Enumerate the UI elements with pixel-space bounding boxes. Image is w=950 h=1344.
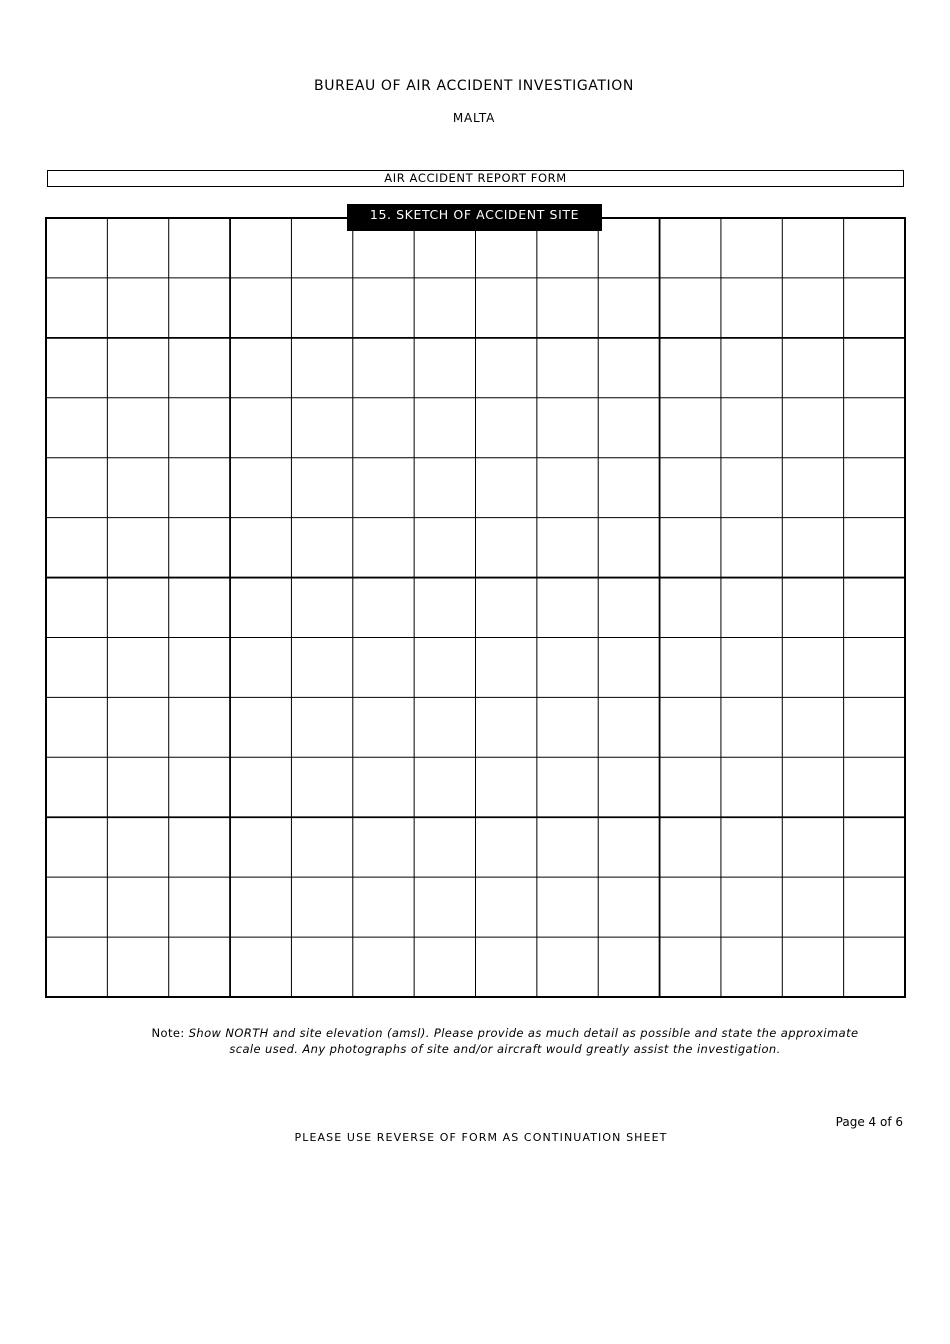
grid-cell[interactable]: [230, 937, 291, 997]
grid-cell[interactable]: [476, 937, 537, 997]
grid-cell[interactable]: [721, 518, 782, 578]
grid-cell[interactable]: [660, 697, 721, 757]
grid-cell[interactable]: [844, 458, 905, 518]
grid-cell[interactable]: [782, 278, 843, 338]
grid-cell[interactable]: [537, 278, 598, 338]
grid-cell[interactable]: [476, 338, 537, 398]
grid-cell[interactable]: [291, 458, 352, 518]
grid-cell[interactable]: [598, 398, 659, 458]
grid-cell[interactable]: [169, 458, 230, 518]
grid-cell[interactable]: [721, 757, 782, 817]
grid-cell[interactable]: [353, 458, 414, 518]
grid-cell[interactable]: [169, 398, 230, 458]
grid-cell[interactable]: [46, 877, 107, 937]
grid-cell[interactable]: [476, 757, 537, 817]
grid-cell[interactable]: [46, 218, 107, 278]
section-label: 15. SKETCH OF ACCIDENT SITE: [347, 204, 602, 231]
grid-cell[interactable]: [46, 937, 107, 997]
grid-cell[interactable]: [660, 877, 721, 937]
grid-cell[interactable]: [414, 817, 475, 877]
grid-cell[interactable]: [537, 518, 598, 578]
grid-cell[interactable]: [721, 278, 782, 338]
grid-cell[interactable]: [353, 278, 414, 338]
grid-cell[interactable]: [598, 757, 659, 817]
grid-cell[interactable]: [476, 637, 537, 697]
page-number: Page 4 of 6: [835, 1115, 903, 1129]
grid-cell[interactable]: [230, 218, 291, 278]
grid-cell[interactable]: [414, 278, 475, 338]
grid-cell[interactable]: [476, 458, 537, 518]
grid-cell[interactable]: [230, 637, 291, 697]
grid-cell[interactable]: [291, 218, 352, 278]
grid-cell[interactable]: [782, 218, 843, 278]
grid-cell[interactable]: [537, 338, 598, 398]
grid-cell[interactable]: [169, 518, 230, 578]
grid-cell[interactable]: [291, 697, 352, 757]
grid-cell[interactable]: [660, 398, 721, 458]
grid-cell[interactable]: [291, 937, 352, 997]
grid-cell[interactable]: [353, 578, 414, 638]
grid-cell[interactable]: [414, 398, 475, 458]
grid-cell[interactable]: [230, 877, 291, 937]
grid-cell[interactable]: [782, 338, 843, 398]
grid-cell[interactable]: [598, 637, 659, 697]
grid-cell[interactable]: [844, 697, 905, 757]
grid-cell[interactable]: [844, 398, 905, 458]
grid-cell[interactable]: [46, 578, 107, 638]
grid-cell[interactable]: [169, 877, 230, 937]
grid-cell[interactable]: [476, 518, 537, 578]
grid-cell[interactable]: [414, 757, 475, 817]
grid-cell[interactable]: [107, 757, 168, 817]
grid-cell[interactable]: [291, 637, 352, 697]
grid-cell[interactable]: [414, 578, 475, 638]
grid-cell[interactable]: [598, 817, 659, 877]
form-title-box: AIR ACCIDENT REPORT FORM: [47, 170, 904, 187]
grid-cell[interactable]: [782, 398, 843, 458]
grid-cell[interactable]: [537, 578, 598, 638]
grid-cell[interactable]: [107, 278, 168, 338]
grid-cell[interactable]: [414, 637, 475, 697]
grid-cell[interactable]: [721, 637, 782, 697]
grid-cell[interactable]: [230, 817, 291, 877]
grid-cell[interactable]: [660, 218, 721, 278]
grid-cell[interactable]: [721, 218, 782, 278]
grid-cell[interactable]: [107, 877, 168, 937]
grid-cell[interactable]: [169, 578, 230, 638]
grid-cell[interactable]: [353, 398, 414, 458]
grid-cell[interactable]: [844, 817, 905, 877]
grid-cell[interactable]: [353, 637, 414, 697]
grid-cell[interactable]: [414, 877, 475, 937]
grid-cell[interactable]: [782, 697, 843, 757]
grid-cell[interactable]: [169, 937, 230, 997]
grid-cell[interactable]: [721, 338, 782, 398]
grid-cell[interactable]: [844, 877, 905, 937]
grid-cell[interactable]: [598, 697, 659, 757]
grid-cell[interactable]: [782, 817, 843, 877]
grid-cell[interactable]: [107, 338, 168, 398]
grid-cell[interactable]: [721, 578, 782, 638]
grid-cell[interactable]: [291, 578, 352, 638]
grid-cell[interactable]: [660, 578, 721, 638]
grid-cell[interactable]: [721, 817, 782, 877]
grid-cell[interactable]: [230, 338, 291, 398]
grid-cell[interactable]: [414, 937, 475, 997]
grid-cell[interactable]: [107, 218, 168, 278]
grid-cell[interactable]: [782, 518, 843, 578]
grid-cell[interactable]: [660, 518, 721, 578]
sketch-grid[interactable]: [45, 217, 906, 998]
grid-cell[interactable]: [598, 458, 659, 518]
grid-cell[interactable]: [660, 757, 721, 817]
grid-cell[interactable]: [230, 757, 291, 817]
grid-cell[interactable]: [291, 338, 352, 398]
grid-cell[interactable]: [46, 278, 107, 338]
grid-cell[interactable]: [169, 697, 230, 757]
grid-cell[interactable]: [169, 218, 230, 278]
grid-cell[interactable]: [169, 817, 230, 877]
grid-cell[interactable]: [476, 697, 537, 757]
grid-cell[interactable]: [782, 458, 843, 518]
grid-cell[interactable]: [598, 278, 659, 338]
grid-cell[interactable]: [107, 817, 168, 877]
grid-cell[interactable]: [291, 398, 352, 458]
grid-cell[interactable]: [46, 817, 107, 877]
grid-cell[interactable]: [169, 637, 230, 697]
grid-cell[interactable]: [169, 757, 230, 817]
grid-cell[interactable]: [660, 458, 721, 518]
grid-cell[interactable]: [782, 937, 843, 997]
grid-cell[interactable]: [291, 817, 352, 877]
grid-cell[interactable]: [353, 817, 414, 877]
grid-cell[interactable]: [230, 278, 291, 338]
grid-cell[interactable]: [782, 578, 843, 638]
grid-cell[interactable]: [46, 518, 107, 578]
grid-cell[interactable]: [476, 398, 537, 458]
grid-cell[interactable]: [291, 877, 352, 937]
grid-cell[interactable]: [414, 458, 475, 518]
grid-cell[interactable]: [721, 877, 782, 937]
continuation-instruction: PLEASE USE REVERSE OF FORM AS CONTINUATION SHEET: [294, 1131, 668, 1144]
grid-cell[interactable]: [721, 697, 782, 757]
grid-cell[interactable]: [230, 578, 291, 638]
grid-cell[interactable]: [291, 278, 352, 338]
grid-cell[interactable]: [353, 518, 414, 578]
grid-cell[interactable]: [660, 338, 721, 398]
grid-cell[interactable]: [721, 398, 782, 458]
grid-cell[interactable]: [46, 398, 107, 458]
grid-cell[interactable]: [844, 637, 905, 697]
grid-cell[interactable]: [230, 697, 291, 757]
grid-cell[interactable]: [844, 278, 905, 338]
grid-cell[interactable]: [844, 937, 905, 997]
grid-cell[interactable]: [598, 338, 659, 398]
grid-cell[interactable]: [537, 817, 598, 877]
grid-cell[interactable]: [660, 817, 721, 877]
grid-cell[interactable]: [660, 937, 721, 997]
grid-cell[interactable]: [782, 757, 843, 817]
grid-cell[interactable]: [46, 697, 107, 757]
note-prefix: Note:: [151, 1026, 189, 1040]
grid-cell[interactable]: [844, 518, 905, 578]
grid-cell[interactable]: [660, 278, 721, 338]
grid-cell[interactable]: [107, 518, 168, 578]
grid-cell[interactable]: [169, 338, 230, 398]
grid-cell[interactable]: [107, 578, 168, 638]
grid-cell[interactable]: [107, 937, 168, 997]
grid-cell[interactable]: [721, 458, 782, 518]
grid-cell[interactable]: [291, 757, 352, 817]
grid-cell[interactable]: [230, 518, 291, 578]
grid-cell[interactable]: [476, 817, 537, 877]
grid-cell[interactable]: [476, 877, 537, 937]
organization-title: BUREAU OF AIR ACCIDENT INVESTIGATION: [314, 78, 634, 94]
grid-cell[interactable]: [537, 458, 598, 518]
grid-cell[interactable]: [537, 398, 598, 458]
grid-cell[interactable]: [353, 937, 414, 997]
grid-cell[interactable]: [598, 937, 659, 997]
grid-cell[interactable]: [537, 937, 598, 997]
grid-cell[interactable]: [598, 218, 659, 278]
grid-cell[interactable]: [537, 757, 598, 817]
grid-cell[interactable]: [291, 518, 352, 578]
country-name: MALTA: [452, 111, 496, 125]
grid-cell[interactable]: [721, 937, 782, 997]
grid-cell[interactable]: [46, 757, 107, 817]
grid-cell[interactable]: [107, 458, 168, 518]
grid-cell[interactable]: [782, 877, 843, 937]
grid-cell[interactable]: [414, 518, 475, 578]
note-text: Show NORTH and site elevation (amsl). Please provide as much detail as possible and state the approximate scale used. Any photographs of site and/or aircraft would greatly assist the investigation.: [188, 1026, 859, 1056]
sketch-grid-svg[interactable]: [45, 217, 906, 998]
grid-cell[interactable]: [844, 338, 905, 398]
grid-cell[interactable]: [46, 338, 107, 398]
grid-cell[interactable]: [353, 697, 414, 757]
grid-cell[interactable]: [107, 398, 168, 458]
grid-cell[interactable]: [353, 338, 414, 398]
grid-cell[interactable]: [353, 877, 414, 937]
grid-cell[interactable]: [230, 398, 291, 458]
grid-cell[interactable]: [844, 578, 905, 638]
grid-cell[interactable]: [414, 697, 475, 757]
grid-cell[interactable]: [476, 578, 537, 638]
grid-cell[interactable]: [46, 637, 107, 697]
grid-cell[interactable]: [230, 458, 291, 518]
grid-cell[interactable]: [353, 757, 414, 817]
grid-cell[interactable]: [107, 637, 168, 697]
grid-cell[interactable]: [476, 278, 537, 338]
instruction-note: [150, 1025, 860, 1057]
grid-cell[interactable]: [782, 637, 843, 697]
grid-cell[interactable]: [598, 877, 659, 937]
grid-cell[interactable]: [537, 637, 598, 697]
grid-cell[interactable]: [414, 338, 475, 398]
grid-cell[interactable]: [844, 218, 905, 278]
grid-cell[interactable]: [660, 637, 721, 697]
grid-cell[interactable]: [46, 458, 107, 518]
grid-cell[interactable]: [107, 697, 168, 757]
grid-cell[interactable]: [537, 877, 598, 937]
grid-cell[interactable]: [537, 697, 598, 757]
grid-cell[interactable]: [598, 578, 659, 638]
grid-cell[interactable]: [844, 757, 905, 817]
grid-cell[interactable]: [169, 278, 230, 338]
grid-cell[interactable]: [598, 518, 659, 578]
